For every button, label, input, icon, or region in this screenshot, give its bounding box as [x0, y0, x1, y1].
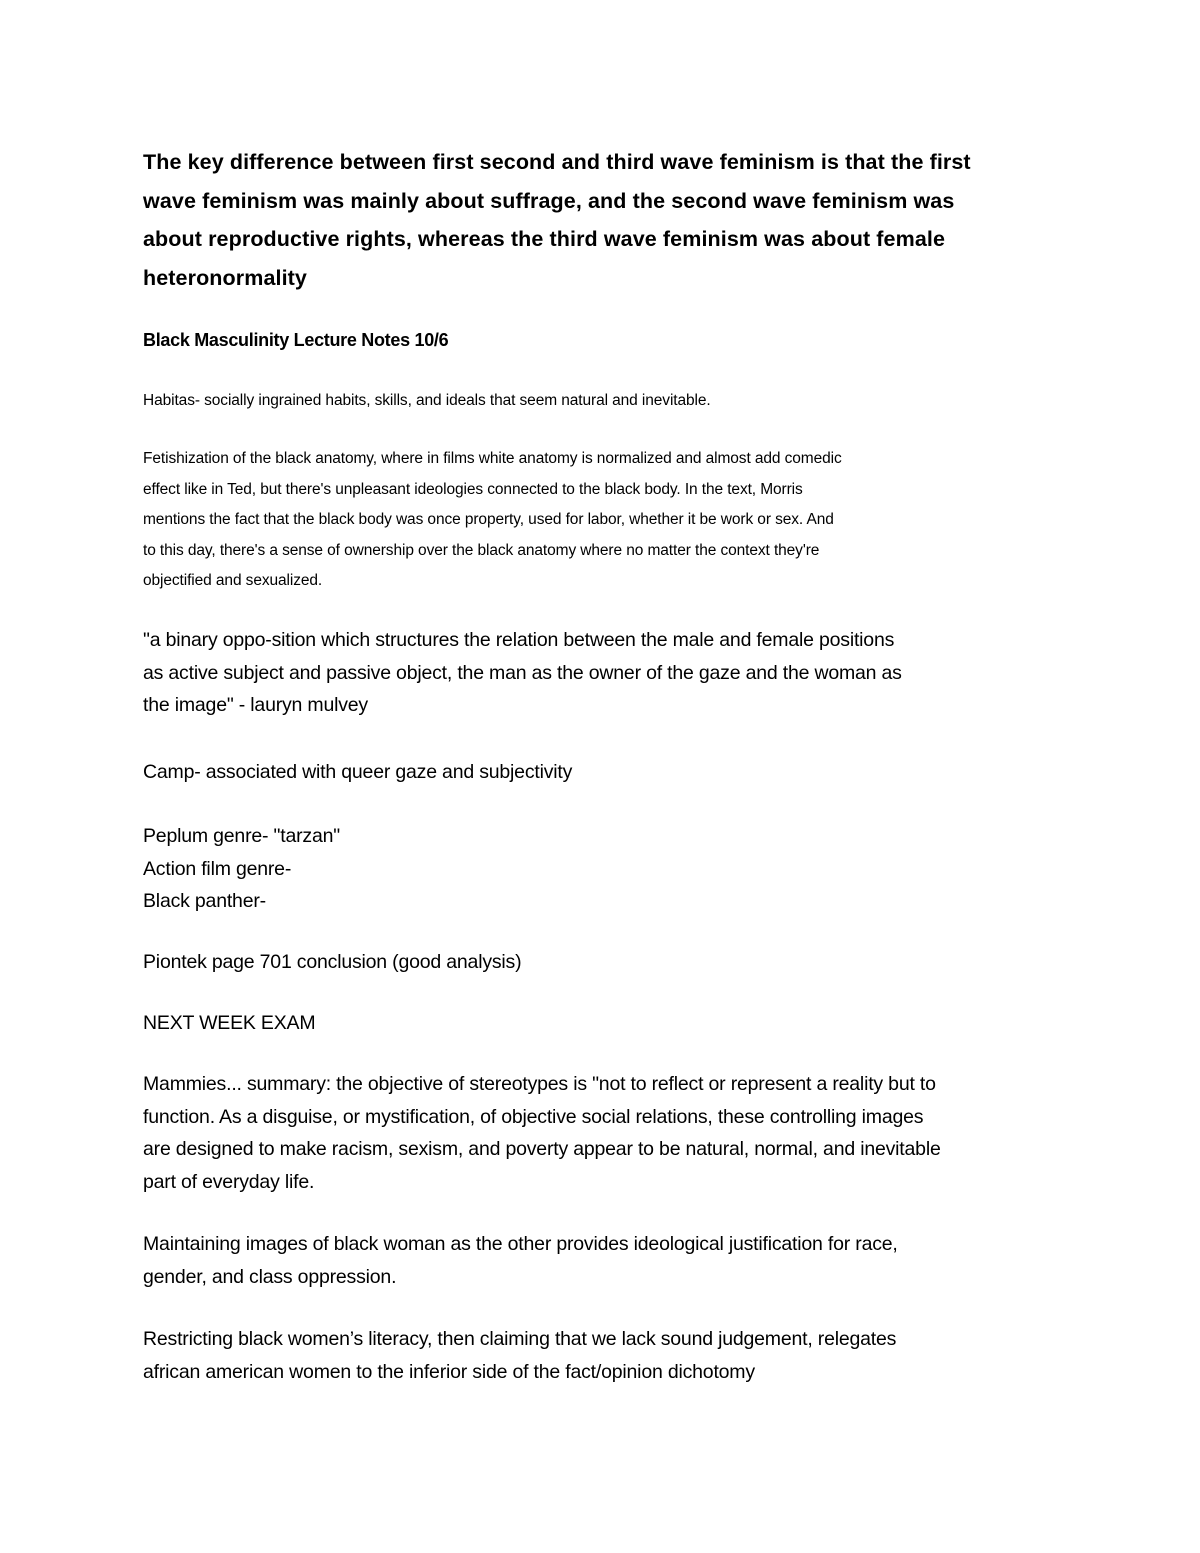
- genre-item: Action film genre-: [143, 857, 292, 880]
- mammies-paragraph: [143, 1068, 1073, 1198]
- headline-line: wave feminism was mainly about suffrage, and the second wave feminism was: [143, 188, 955, 213]
- genre-list: [143, 820, 1073, 918]
- paragraph-line: Restricting black women’s literacy, then claiming that we lack sound judgement, relegates: [143, 1328, 897, 1350]
- paragraph-line: african american women to the inferior side of the fact/opinion dichotomy: [143, 1360, 755, 1383]
- paragraph-line: function. As a disguise, or mystification, of objective social relations, these controlling images: [143, 1105, 924, 1128]
- habitas-paragraph: Habitas- socially ingrained habits, skills, and ideals that seem natural and inevitable.: [143, 392, 711, 409]
- paragraph-line: part of everyday life.: [143, 1170, 315, 1193]
- genre-item: Black panther-: [143, 890, 266, 912]
- paragraph-line: gender, and class oppression.: [143, 1265, 397, 1288]
- paragraph-line: Fetishization of the black anatomy, where in films white anatomy is normalized and almost add comedic: [143, 450, 842, 467]
- paragraph-line: mentions the fact that the black body was once property, used for labor, whether it be work or sex. And: [143, 511, 834, 528]
- paragraph-line: effect like in Ted, but there's unpleasant ideologies connected to the black body. In the text, Morris: [143, 480, 803, 498]
- piontek-note: Piontek page 701 conclusion (good analysis): [143, 951, 522, 973]
- quote-line: "a binary oppo-sition which structures the relation between the male and female positions: [143, 629, 895, 651]
- maintaining-paragraph: [143, 1228, 1073, 1293]
- headline-paragraph: [143, 143, 1073, 297]
- fetishization-paragraph: [143, 444, 1073, 597]
- headline-line: about reproductive rights, whereas the third wave feminism was about female: [143, 227, 946, 251]
- section-title: Black Masculinity Lecture Notes 10/6: [143, 330, 449, 350]
- restricting-paragraph: [143, 1323, 1073, 1388]
- quote-line: as active subject and passive object, the man as the owner of the gaze and the woman as: [143, 661, 902, 684]
- paragraph-line: are designed to make racism, sexism, and poverty appear to be natural, normal, and inevitable: [143, 1138, 941, 1160]
- genre-item: Peplum genre- "tarzan": [143, 825, 340, 847]
- paragraph-line: Mammies... summary: the objective of stereotypes is "not to reflect or represent a reality but to: [143, 1073, 936, 1095]
- headline-line: The key difference between first second and third wave feminism is that the first: [143, 150, 971, 174]
- headline-line: heteronormality: [143, 265, 307, 290]
- paragraph-line: to this day, there's a sense of ownership over the black anatomy where no matter the context they're: [143, 541, 820, 559]
- exam-note: NEXT WEEK EXAM: [143, 1012, 316, 1034]
- paragraph-line: objectified and sexualized.: [143, 572, 323, 589]
- mulvey-quote: [143, 624, 1073, 722]
- paragraph-line: Maintaining images of black woman as the other provides ideological justification for race,: [143, 1233, 898, 1255]
- quote-line: the image" - lauryn mulvey: [143, 694, 368, 716]
- camp-paragraph: Camp- associated with queer gaze and subjectivity: [143, 761, 573, 783]
